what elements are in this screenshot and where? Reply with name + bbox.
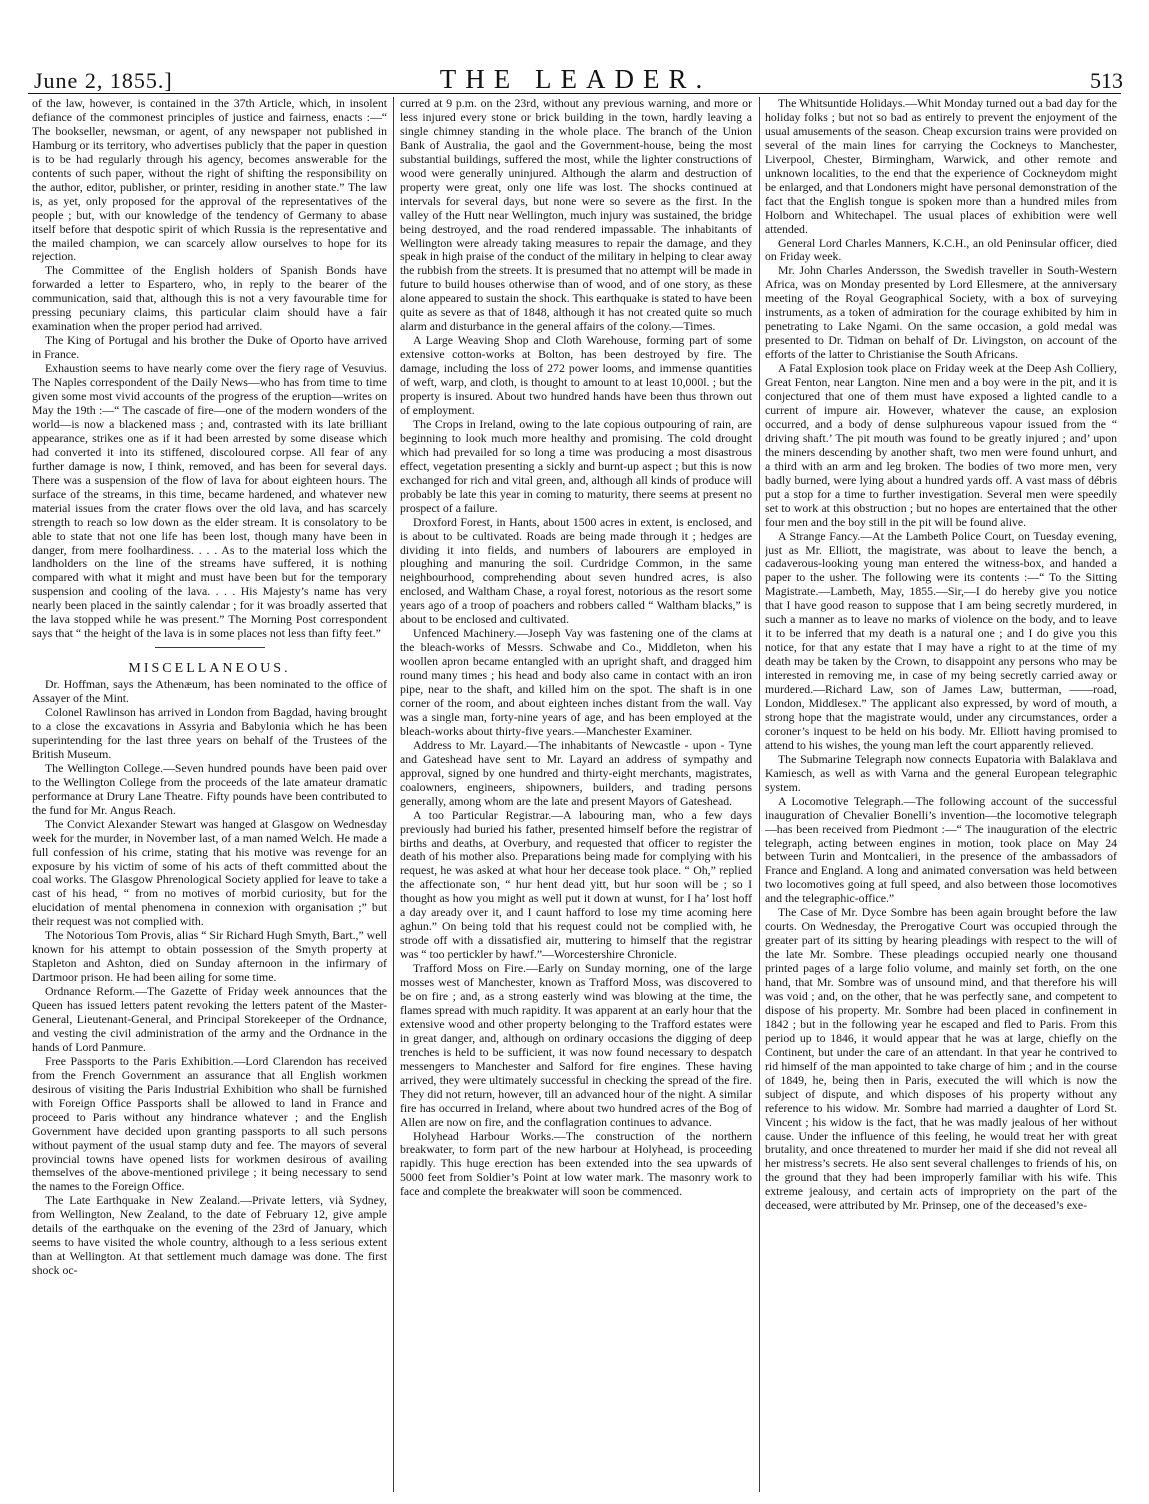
paragraph: Trafford Moss on Fire.—Early on Sunday morning, one of the large mosses west of Manchester, known as Trafford Moss, was discovered to be on fire ; and, as a strong easterly wind was blowing at the time, the flames spread with much rapidity. It was apparent at an early hour that the extensive wood and other property belonging to the Trafford estates were in great danger, and, although on ordinary occasions the digging of deep trenches is held to be sufficient, it was now found necessary to despatch messengers to Manchester and Salford for fire engines. These having arrived, they were ultimately successful in checking the spread of the fire. They did not return, however, till an advanced hour of the night. A similar fire has occurred in Ireland, where about two hundred acres of the Bog of Allen are now on fire, and the conflagration continues to advance.	[400, 961, 752, 1129]
paragraph: The King of Portugal and his brother the Duke of Oporto have arrived in France.	[32, 333, 387, 362]
column-divider	[393, 97, 394, 1492]
paragraph: The Crops in Ireland, owing to the late copious outpouring of rain, are beginning to look much more healthy and promising. The cold drought which had prevailed for so long a time was producing a most disastrous effect, vegetation presenting a sickly and burnt-up aspect ; but this is now exchanged for rich and vital green, and, although all kinds of produce will probably be late this year in coming to maturity, there seems at present no prospect of a failure.	[400, 416, 752, 515]
paragraph: Exhaustion seems to have nearly come over the fiery rage of Vesuvius. The Naples correspondent of the Daily News—who has from time to time given some most vivid accounts of the progress of the eruption—writes on May the 19th :—“ The cascade of fire—one of the modern wonders of the world—is now a blackened mass ; and, contrasted with its late brilliant appearance, strikes one as if it had been arrested by some disease which had converted it into its stiffened, discoloured corpse. All fear of any further damage is now, I think, removed, and has been for several days. There was a suspension of the flow of lava for about eighteen hours. The surface of the streams, in this time, became hardened, and whatever new material issues from the crater flows over the old lava, and has scarcely strength to reach so low down as the elder stream. It is consolatory to be able to state that not one life has been lost, though many have been in danger, from mere foolhardiness. . . . As to the material loss which the landholders on the line of the streams have suffered, it is nothing compared with what it might and must have been but for the temporary suspension and cooling of the lava. . . . His Majesty’s name has very nearly been placed in the saintly calendar ; for it was broadly asserted that the lava stopped while he was present.” The Morning Post correspondent says that “ the height of the lava is in some places not less than fifty feet.”	[32, 361, 387, 641]
paragraph: of the law, however, is contained in the 37th Article, which, in insolent defiance of the commonest principles of justice and fairness, enacts :—“ The bookseller, newsman, or agent, of any newspaper not published in Hamburg or its territory, who advertises publicly that the paper in question is to be had regularly through his agency, becomes answerable for the contents of such paper, without the right of shifting the responsibility on the author, editor, publisher, or printer, residing in another state.” The law is, as yet, only proposed for the approval of the representatives of the people ; but, with our knowledge of the tendency of Germany to abase itself before that despotic spirit of which Russia is the representative and the mailed champion, we can scarcely allow ourselves to hope for its rejection.	[32, 97, 387, 264]
section-divider	[155, 647, 265, 648]
paragraph: General Lord Charles Manners, K.C.H., an old Peninsular officer, died on Friday week.	[765, 235, 1117, 264]
paragraph: A Locomotive Telegraph.—The following account of the successful inauguration of Chevalier Bonelli’s invention—the locomotive telegraph—has been received from Piedmont :—“ The inauguration of the electric telegraph, acting between engines in motion, took place on May 24 between Turin and Montcalieri, in the presence of the ambassadors of France and England. A long and animated conversation was held between two locomotives going at full speed, and also between those locomotives and the telegraphic-office.”	[765, 793, 1117, 906]
paragraph: Free Passports to the Paris Exhibition.—Lord Clarendon has received from the French Government an assurance that all English workmen desirous of visiting the Paris Industrial Exhibition who shall be furnished with Foreign Office Passports shall be allowed to land in France and proceed to Paris without any hindrance whatever ; and the English Government have decided upon granting passports to all such persons without payment of the usual stamp duty and fee. The mayors of several provincial towns have opened lists for workmen desirous of availing themselves of the above-mentioned privilege ; it being necessary to send the names to the Foreign Office.	[32, 1053, 387, 1194]
masthead	[20, 64, 1131, 94]
paragraph: The Submarine Telegraph now connects Eupatoria with Balaklava and Kamiesch, as well as with Varna and the general European telegraphic system.	[765, 751, 1117, 794]
paragraph: The Case of Mr. Dyce Sombre has been again brought before the law courts. On Wednesday, the Prerogative Court was occupied through the greater part of its sitting by hearing pleadings with respect to the will of the late Mr. Sombre. These pleadings occupied nearly one thousand printed pages of a large folio volume, and mainly set forth, on the one hand, that Mr. Sombre was of unsound mind, and that therefore his will was void ; and, on the other, that he was perfectly sane, and competent to dispose of his property. Mr. Sombre had been placed in confinement in 1842 ; but in the following year he escaped and fled to Paris. From this period up to 1846, it would appear that he was at large, chiefly on the Continent, but under the care of an attendant. In that year he contrived to rid himself of the man appointed to take charge of him ; and in the course of 1849, he, being then in Paris, executed the will which is now the subject of dispute, and which disposes of his property without any reference to his widow. Mr. Sombre had married a daughter of Lord St. Vincent ; his widow is the fact, that he was madly jealous of her without cause. Under the influence of this feeling, he would treat her with great brutality, and once threatened to murder her maid if she did not reveal all her mistress’s secrets. He also sent several challenges to friends of his, on the ground that they had been improperly familiar with his wife. This extreme jealousy, and certain acts of impropriety on the part of the deceased, were attributed by Mr. Prinsep, one of the deceased’s exe-	[765, 905, 1117, 1213]
paragraph: Colonel Rawlinson has arrived in London from Bagdad, having brought to a close the excavations in Assyria and Babylonia which he has been superintending for the last three years on behalf of the Trustees of the British Museum.	[32, 705, 387, 761]
column-2	[400, 97, 752, 1497]
paragraph: A Fatal Explosion took place on Friday week at the Deep Ash Colliery, Great Fenton, near Langton. Nine men and a boy were in the pit, and it is conjectured that one of them must have exposed a lighted candle to a current of impure air. However, whatever the cause, an explosion occurred, and a body of dense sulphureous vapour issued from the “ driving shaft.’ The pit mouth was found to be greatly injured ; and’ upon the miners descending by another shaft, two men were found unhurt, and a third with an arm and leg broken. The bodies of two more men, very badly burned, were lying about a hundred yards off. A vast mass of débris put a stop for a time to further investigation. Several men were speedily set to work at this obstruction ; but no hopes are entertained that the other four men and the boy still in the pit will be found alive.	[765, 361, 1117, 529]
column-1	[32, 97, 387, 1497]
issue-date: June 2, 1855.]	[34, 68, 173, 93]
column-3	[765, 97, 1117, 1497]
paragraph: A Large Weaving Shop and Cloth Warehouse, forming part of some extensive cotton-works at Bolton, has been destroyed by fire. The damage, including the loss of 272 power looms, and immense quantities of weft, warp, and cloth, is thought to amount to at least 10,000l. ; but the property is insured. About two hundred hands have been thus thrown out of employment.	[400, 333, 752, 417]
paragraph: Address to Mr. Layard.—The inhabitants of Newcastle - upon - Tyne and Gateshead have sent to Mr. Layard an address of sympathy and approval, signed by one hundred and thirty-eight merchants, magistrates, coalowners, engineers, shipowners, builders, and trading persons generally, among whom are the late and present Mayors of Gateshead.	[400, 737, 752, 808]
paragraph: Mr. John Charles Andersson, the Swedish traveller in South-Western Africa, was on Monday presented by Lord Ellesmere, at the anniversary meeting of the Royal Geographical Society, with a box of surveying instruments, as a token of admiration for the courage exhibited by him in penetrating to Lake Ngami. On the same occasion, a gold medal was presented to Dr. Tidman on behalf of Dr. Livingston, on account of the efforts of the latter to Christianise the South Africans.	[765, 263, 1117, 362]
paragraph: The Committee of the English holders of Spanish Bonds have forwarded a letter to Espartero, who, in reply to the bearer of the communication, said that, although this is not a very favourable time for pressing pecuniary claims, this particular claim should have a fair examination when the proper period had arrived.	[32, 263, 387, 334]
column-divider	[759, 97, 760, 1492]
paragraph: The Notorious Tom Provis, alias “ Sir Richard Hugh Smyth, Bart.,” well known for his attempt to obtain possession of the Smyth property at Stapleton and Ashton, died on Sunday afternoon in the infirmary of Dartmoor prison. He had been ailing for some time.	[32, 928, 387, 985]
paragraph: curred at 9 p.m. on the 23rd, without any previous warning, and more or less injured every stone or brick building in the town, hardly leaving a single chimney standing in the whole place. The branch of the Union Bank of Australia, the gaol and the Government-house, being the most substantial buildings, suffered the most, while the lighter constructions of wood were generally uninjured. Although the alarm and destruction of property were great, only one life was lost. The shocks continued at intervals for several days, but none were so severe as the first. In the valley of the Hutt near Wellington, much injury was sustained, the bridge being destroyed, and the road rendered impassable. The inhabitants of Wellington were already taking measures to repair the damage, and they speak in high praise of the conduct of the military in helping to clear away the rubbish from the streets. It is presumed that no attempt will be made in future to build houses otherwise than of wood, and of one story, as these alone appeared to sustain the shock. This earthquake is stated to have been quite as severe as that of 1848, although it has not created quite so much alarm and disturbance in the general affairs of the colony.—Times.	[400, 97, 752, 334]
paragraph: A too Particular Registrar.—A labouring man, who a few days previously had buried his father, presented himself before the registrar of births and deaths, at Overbury, and requested that officer to register the death of his mother also. Preparations being made for complying with his request, he was asked at what hour her decease took place. “ Oh,” replied the affectionate son, “ hur hent dead yitt, but hur soon will be ; so I thought as how you might as well put it down at wunst, for I ha’ lost hoff a day aready over it, and I caunt hafford to lose my time acoming here aghun.” On being told that his request could not be complied with, he strode off with a dissatisfied air, muttering to himself that the registrar was “ too pertickler by hawf.”—Worcestershire Chronicle.	[400, 807, 752, 962]
paragraph: Dr. Hoffman, says the Athenæum, has been nominated to the office of Assayer of the Mint.	[32, 677, 387, 706]
newspaper-title: THE LEADER.	[439, 64, 712, 94]
paragraph: The Wellington College.—Seven hundred pounds have been paid over to the Wellington College from the proceeds of the late amateur dramatic performance at Drury Lane Theatre. Fifty pounds have been contributed to the fund for Mr. Angus Reach.	[32, 760, 387, 817]
section-heading-miscellaneous: MISCELLANEOUS.	[128, 661, 291, 677]
header-rule	[28, 93, 1121, 94]
paragraph: The Late Earthquake in New Zealand.—Private letters, vià Sydney, from Wellington, New Zealand, to the date of February 12, give ample details of the earthquake on the evening of the 23rd of January, which seems to have visited the whole country, although to a less serious extent than at Wellington. At that settlement much damage was done. The first shock oc-	[32, 1193, 387, 1278]
paragraph: The Convict Alexander Stewart was hanged at Glasgow on Wednesday week for the murder, in November last, of a man named Welch. He made a full confession of his crime, stating that his motive was revenge for an exposure by his victim of some of his acts of theft committed about the coal works. The Glasgow Phrenological Society applied for leave to take a cast of his head, “ from no motives of morbid curiosity, but for the elucidation of mental phenomena in connexion with organisation ;” but their request was not complied with.	[32, 816, 387, 929]
paragraph: Droxford Forest, in Hants, about 1500 acres in extent, is enclosed, and is about to be cultivated. Roads are being made through it ; hedges are dividing it into fields, and numbers of labourers are employed in ploughing and manuring the soil. Curdridge Common, in the same neighbourhood, comprehending about seven hundred acres, is also enclosed, and Waltham Chase, a royal forest, notorious as the resort some years ago of a troop of poachers and robbers called “ Waltham blacks,” is about to be enclosed and cultivated.	[400, 514, 752, 627]
paragraph: Holyhead Harbour Works.—The construction of the northern breakwater, to form part of the new harbour at Holyhead, is proceeding rapidly. This huge erection has been extended into the sea upwards of 5000 feet from Soldier’s Point at low water mark. The masonry work to face and complete the breakwater will soon be commenced.	[400, 1128, 752, 1199]
paragraph: Ordnance Reform.—The Gazette of Friday week announces that the Queen has issued letters patent revoking the letters patent of the Master-General, Lieutenant-General, and Principal Storekeeper of the Ordnance, and vesting the civil administration of the army and the Ordnance in the hands of Lord Panmure.	[32, 984, 387, 1054]
paragraph: A Strange Fancy.—At the Lambeth Police Court, on Tuesday evening, just as Mr. Elliott, the magistrate, was about to leave the bench, a cadaverous-looking young man entered the witness-box, and handed a paper to the usher. The following were its contents :—“ To the Sitting Magistrate.—Lambeth, May, 1855.—Sir,—I do hereby give you notice that I have good reason to suppose that I am being secretly murdered, in such a manner as to leave no marks of violence on the body, and to leave it to be inferred that my death is a natural one ; and I do give you this notice, for that any estate that I may have a right to at the time of my death may be taken by the Crown, to disappoint any persons who may be interested in removing me, in case of my being secretly carried away or murdered.—Richard Law, son of James Law, butterman, ——road, London, Middlesex.” The applicant also expressed, by word of mouth, a strong hope that the magistrate would, under any circumstances, order a coroner’s inquest to be held on his body. Mr. Elliott having promised to attend to his wishes, the young man left the court apparently relieved.	[765, 528, 1117, 752]
paragraph: Unfenced Machinery.—Joseph Vay was fastening one of the clams at the bleach-works of Messrs. Schwabe and Co., Middleton, when his woollen apron became entangled with an upright shaft, and dragged him round many times ; his head and body also came in contact with an iron pipe, near to the shaft, and killed him on the spot. The shaft is in one corner of the room, and about eighteen inches distant from the wall. Vay was a single man, forty-nine years of age, and has been employed at the bleach-works about thirty-five years.—Manchester Examiner.	[400, 626, 752, 738]
paragraph: The Whitsuntide Holidays.—Whit Monday turned out a bad day for the holiday folks ; but not so bad as entirely to prevent the enjoyment of the usual amusements of the season. Cheap excursion trains were provided on several of the main lines for carrying the Cockneys to Manchester, Liverpool, Chester, Birmingham, Warwick, and other remote and unknown localities, to the end that the experience of Cockneydom might be enlarged, and that Londoners might have personal demonstration of the fact that the English tongue is spoken more than a hundred miles from Holborn and Whitechapel. The usual places of exhibition were well attended.	[765, 97, 1117, 236]
page-number: 513	[1090, 68, 1123, 93]
